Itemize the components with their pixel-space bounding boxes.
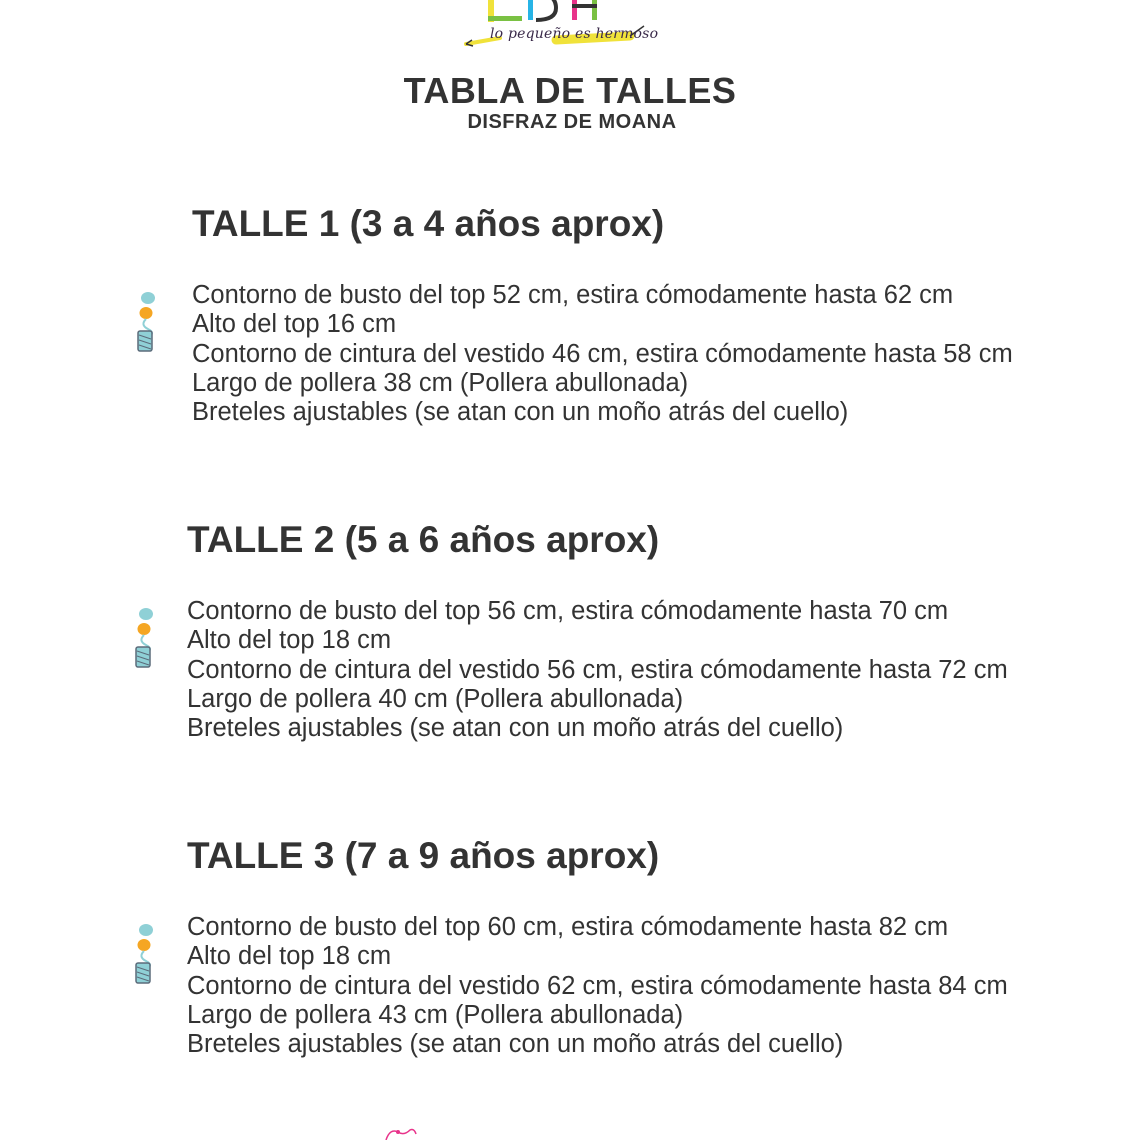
thread-spool-icon <box>132 919 158 985</box>
measurement-straps: Breteles ajustables (se atan con un moño atrás del cuello) <box>192 398 849 427</box>
measurement-top-height: Alto del top 16 cm <box>192 310 397 339</box>
measurements-list <box>192 281 1013 427</box>
thread-spool-icon <box>134 287 160 353</box>
thread-spool-icon <box>132 603 158 669</box>
logo-tagline: lo pequeño es hermoso <box>490 26 659 42</box>
measurements-list <box>187 913 1008 1059</box>
measurement-waist: Contorno de cintura del vestido 62 cm, estira cómodamente hasta 84 cm <box>187 971 1008 1000</box>
measurement-skirt-length: Largo de pollera 43 cm (Pollera abullonada) <box>187 1000 684 1029</box>
measurement-waist: Contorno de cintura del vestido 56 cm, estira cómodamente hasta 72 cm <box>187 655 1008 684</box>
measurement-straps: Breteles ajustables (se atan con un moño atrás del cuello) <box>187 714 844 743</box>
measurement-bust: Contorno de busto del top 56 cm, estira cómodamente hasta 70 cm <box>187 597 949 625</box>
size-title: TALLE 1 (3 a 4 años aprox) <box>192 203 665 244</box>
page-subtitle: DISFRAZ DE MOANA <box>467 111 677 133</box>
measurements-list <box>187 597 1008 743</box>
size-title: TALLE 3 (7 a 9 años aprox) <box>187 835 660 876</box>
measurement-straps: Breteles ajustables (se atan con un moño atrás del cuello) <box>187 1030 844 1059</box>
page-title: TABLA DE TALLES <box>403 70 737 111</box>
measurement-skirt-length: Largo de pollera 40 cm (Pollera abullonada) <box>187 684 684 713</box>
measurement-bust: Contorno de busto del top 52 cm, estira cómodamente hasta 62 cm <box>192 281 954 309</box>
measurement-top-height: Alto del top 18 cm <box>187 942 392 971</box>
measurement-bust: Contorno de busto del top 60 cm, estira cómodamente hasta 82 cm <box>187 913 949 941</box>
measurement-top-height: Alto del top 18 cm <box>187 626 392 655</box>
measurement-skirt-length: Largo de pollera 38 cm (Pollera abullonada) <box>192 368 689 397</box>
size-title: TALLE 2 (5 a 6 años aprox) <box>187 519 660 560</box>
measurement-waist: Contorno de cintura del vestido 46 cm, estira cómodamente hasta 58 cm <box>192 339 1013 368</box>
doodle-icon <box>380 1126 420 1140</box>
